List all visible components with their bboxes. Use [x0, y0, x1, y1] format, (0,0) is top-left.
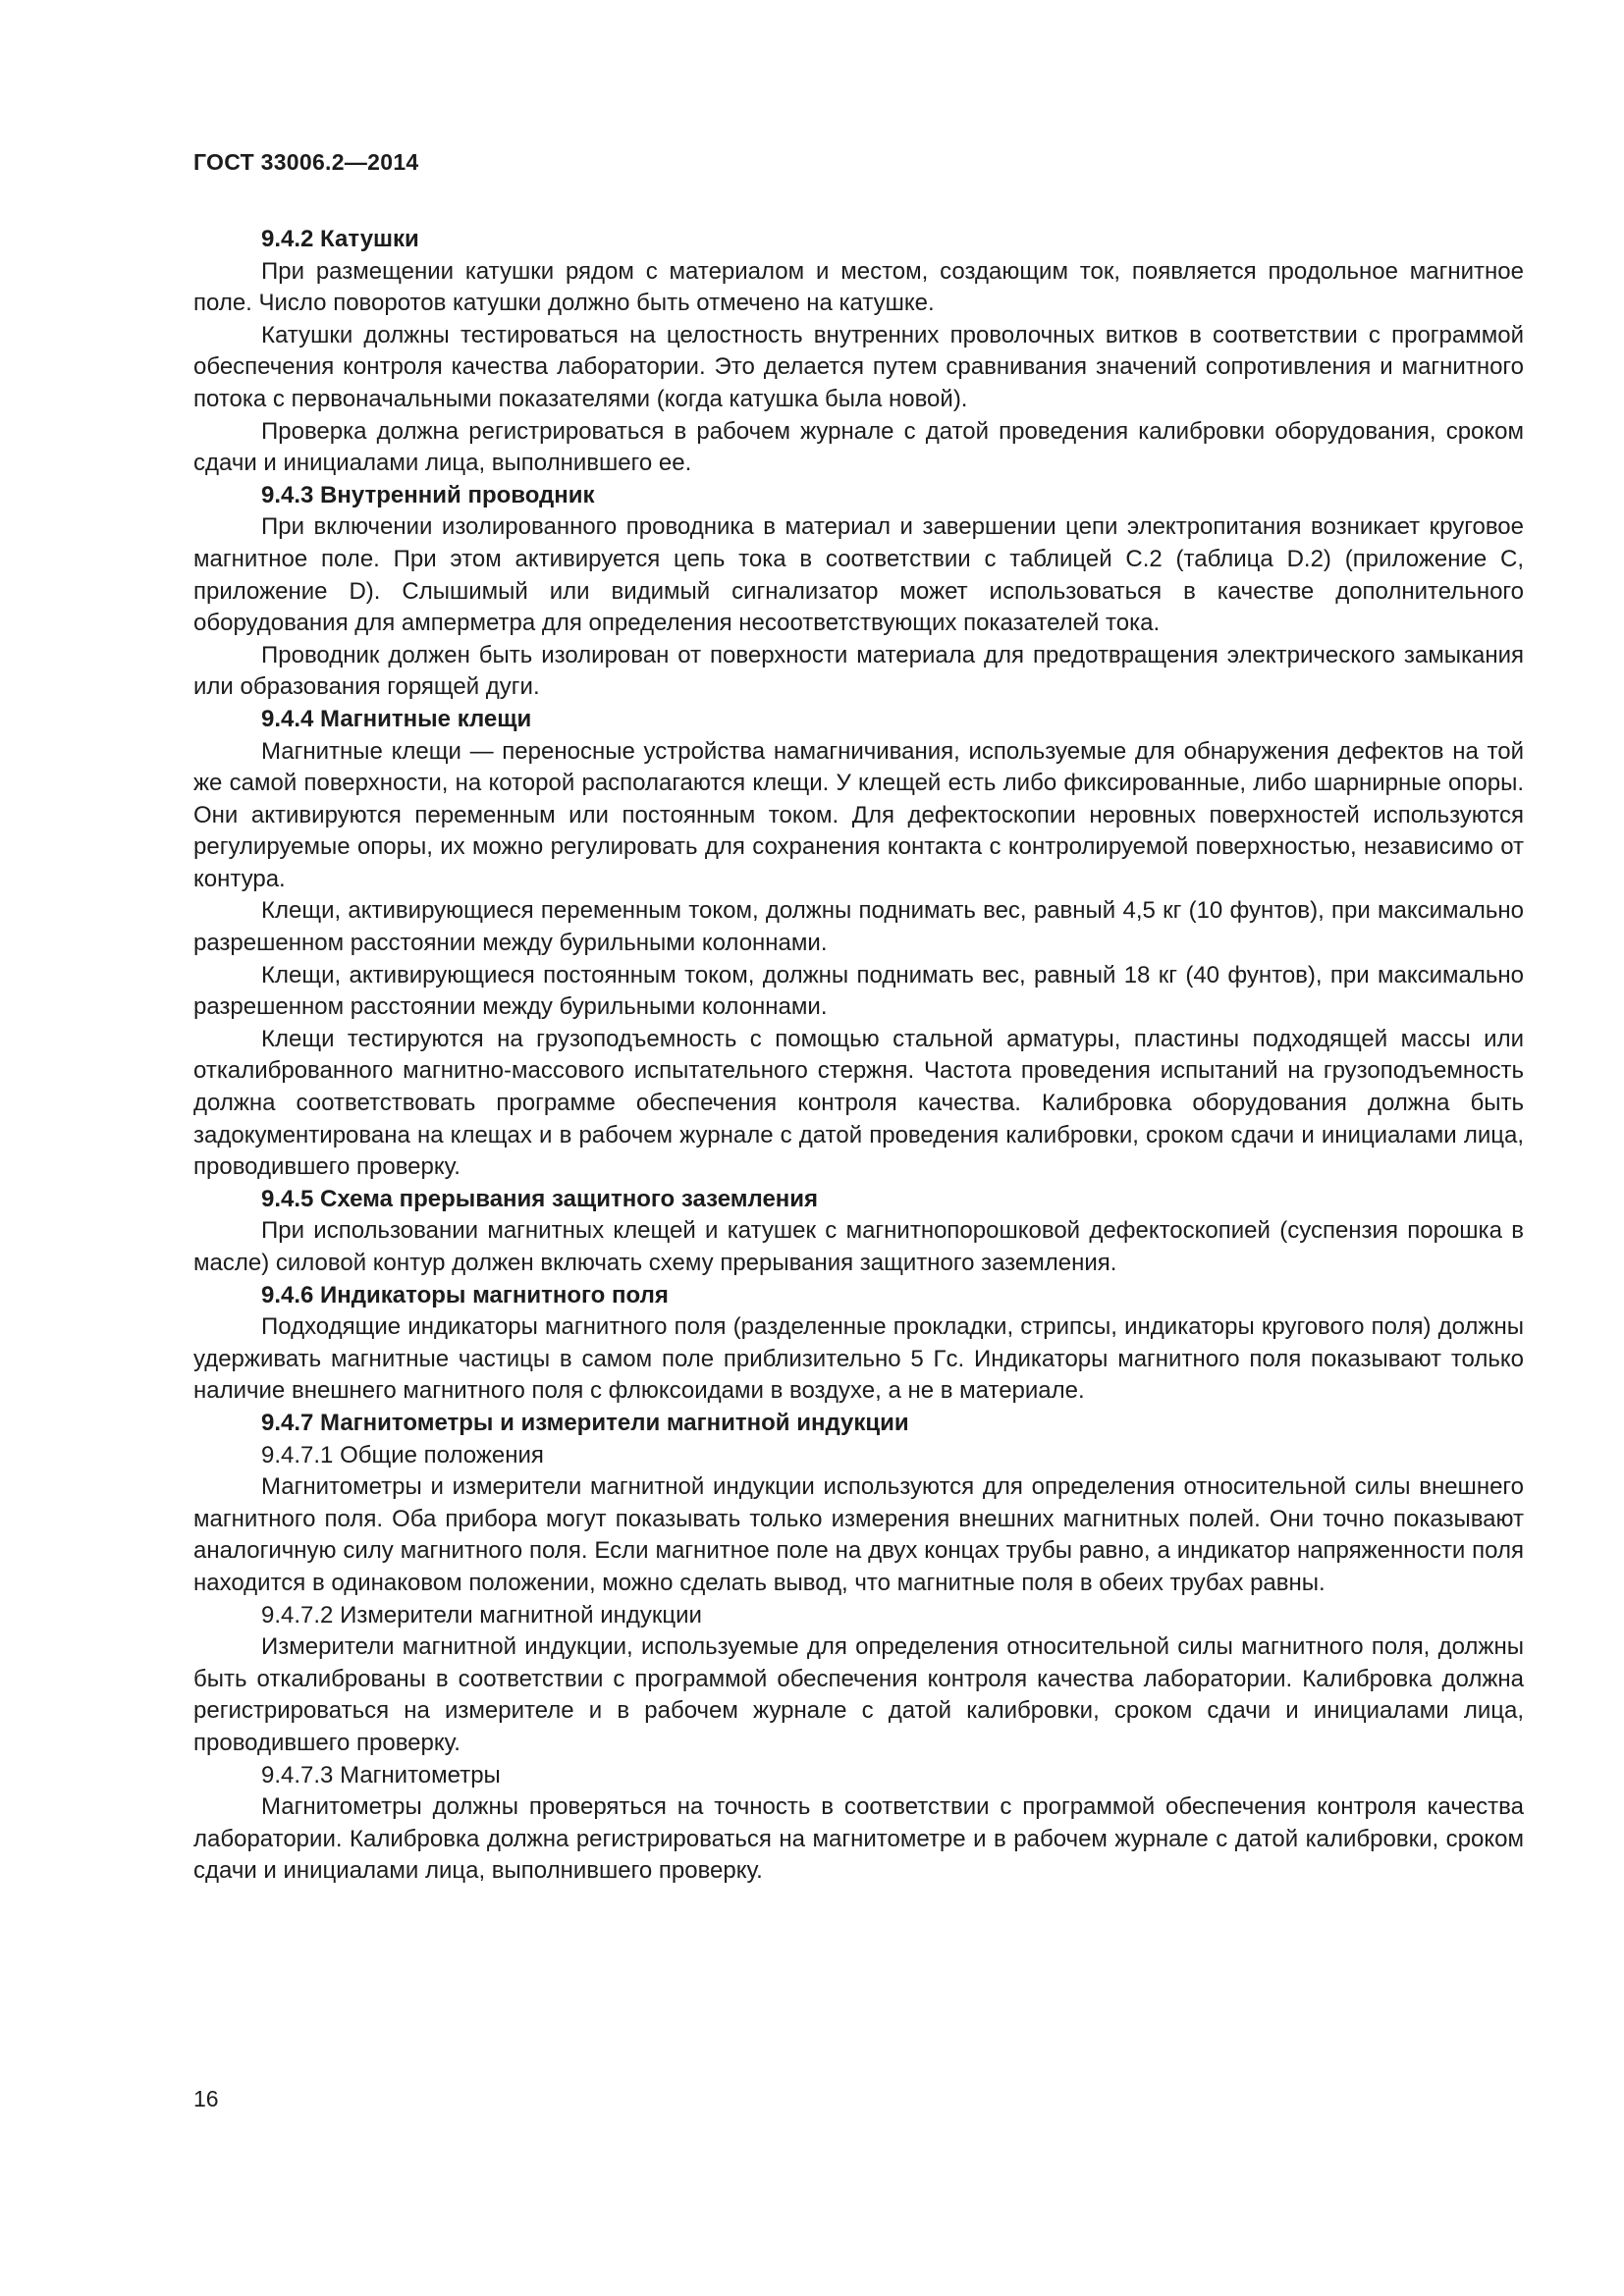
paragraph: Магнитометры должны проверяться на точность в соответствии с программой обеспечения контроля качества лаборатории. Калибровка должна регистрироваться на магнитометре и в рабочем журнале с датой калибровки, сроком сдачи и инициалами лица, выполнившего проверку.: [193, 1793, 1524, 1885]
subsection-heading-9-4-7-2: 9.4.7.2 Измерители магнитной индукции: [261, 1601, 702, 1629]
paragraph: Измерители магнитной индукции, используемые для определения относительной силы магнитного поля, должны быть откалиброваны в соответствии с программой обеспечения контроля качества лаборатории. Калибровка должна регистрироваться на измерителе и в рабочем журнале с датой калибровки, сроком сдачи и инициалами лица, проводившего проверку.: [193, 1633, 1524, 1756]
section-heading-9-4-2: 9.4.2 Катушки: [261, 226, 419, 252]
paragraph: Катушки должны тестироваться на целостность внутренних проволочных витков в соответствии с программой обеспечения контроля качества лаборатории. Это делается путем сравнивания значений сопротивления и магнитного потока с первоначальными показателями (когда катушка была новой).: [193, 321, 1524, 412]
paragraph: При размещении катушки рядом с материалом и местом, создающим ток, появляется продольное магнитное поле. Число поворотов катушки должно быть отмечено на катушке.: [193, 257, 1524, 317]
subsection-heading-9-4-7-1: 9.4.7.1 Общие положения: [261, 1441, 544, 1468]
page-number: 16: [193, 2086, 219, 2111]
paragraph: Проводник должен быть изолирован от поверхности материала для предотвращения электрического замыкания или образования горящей дуги.: [193, 641, 1524, 701]
paragraph: При включении изолированного проводника в материал и завершении цепи электропитания возникает круговое магнитное поле. При этом активируется цепь тока в соответствии с таблицей С.2 (таблица D.2) (приложение С, приложение D). Слышимый или видимый сигнализатор может использоваться в качестве дополнительного оборудования для амперметра для определения несоответствующих показателей тока.: [193, 513, 1524, 637]
paragraph: Проверка должна регистрироваться в рабочем журнале с датой проведения калибровки оборудования, сроком сдачи и инициалами лица, выполнившего ее.: [193, 417, 1524, 477]
subsection-heading-9-4-7-3: 9.4.7.3 Магнитометры: [261, 1761, 501, 1789]
paragraph: При использовании магнитных клещей и катушек с магнитнопорошковой дефектоскопией (суспензия порошка в масле) силовой контур должен включать схему прерывания защитного заземления.: [193, 1217, 1524, 1276]
document-header: ГОСТ 33006.2—2014: [193, 149, 419, 175]
section-heading-9-4-7: 9.4.7 Магнитометры и измерители магнитной индукции: [261, 1409, 909, 1436]
paragraph: Клещи, активирующиеся переменным током, должны поднимать вес, равный 4,5 кг (10 фунтов), при максимально разрешенном расстоянии между бурильными колоннами.: [193, 897, 1524, 957]
paragraph: Клещи тестируются на грузоподъемность с помощью стальной арматуры, пластины подходящей массы или откалиброванного магнитно-массового испытательного стержня. Частота проведения испытаний на грузоподъемность должна соответствовать программе обеспечения контроля качества. Калибровка оборудования должна быть задокументирована на клещах и в рабочем журнале с датой проведения калибровки, сроком сдачи и инициалами лица, проводившего проверку.: [193, 1025, 1524, 1181]
section-heading-9-4-6: 9.4.6 Индикаторы магнитного поля: [261, 1281, 669, 1308]
paragraph: Клещи, активирующиеся постоянным током, должны поднимать вес, равный 18 кг (40 фунтов), при максимально разрешенном расстоянии между бурильными колоннами.: [193, 961, 1524, 1021]
paragraph: Магнитометры и измерители магнитной индукции используются для определения относительной силы внешнего магнитного поля. Оба прибора могут показывать только измерения внешних магнитных полей. Они точно показывают аналогичную силу магнитного поля. Если магнитное поле на двух концах трубы равно, а индикатор напряженности поля находится в одинаковом положении, можно сделать вывод, что магнитные поля в обеих трубах равны.: [193, 1473, 1524, 1596]
section-heading-9-4-4: 9.4.4 Магнитные клещи: [261, 705, 532, 732]
section-heading-9-4-3: 9.4.3 Внутренний проводник: [261, 481, 595, 508]
section-heading-9-4-5: 9.4.5 Схема прерывания защитного заземления: [261, 1185, 819, 1212]
paragraph: Подходящие индикаторы магнитного поля (разделенные прокладки, стрипсы, индикаторы кругового поля) должны удерживать магнитные частицы в самом поле приблизительно 5 Гс. Индикаторы магнитного поля показывают только наличие внешнего магнитного поля с флюксоидами в воздухе, а не в материале.: [193, 1313, 1524, 1405]
document-body: [193, 224, 1524, 1888]
paragraph: Магнитные клещи — переносные устройства намагничивания, используемые для обнаружения дефектов на той же самой поверхности, на которой располагаются клещи. У клещей есть либо фиксированные, либо шарнирные опоры. Они активируются переменным или постоянным током. Для дефектоскопии неровных поверхностей используются регулируемые опоры, их можно регулировать для сохранения контакта с контролируемой поверхностью, независимо от контура.: [193, 737, 1524, 892]
